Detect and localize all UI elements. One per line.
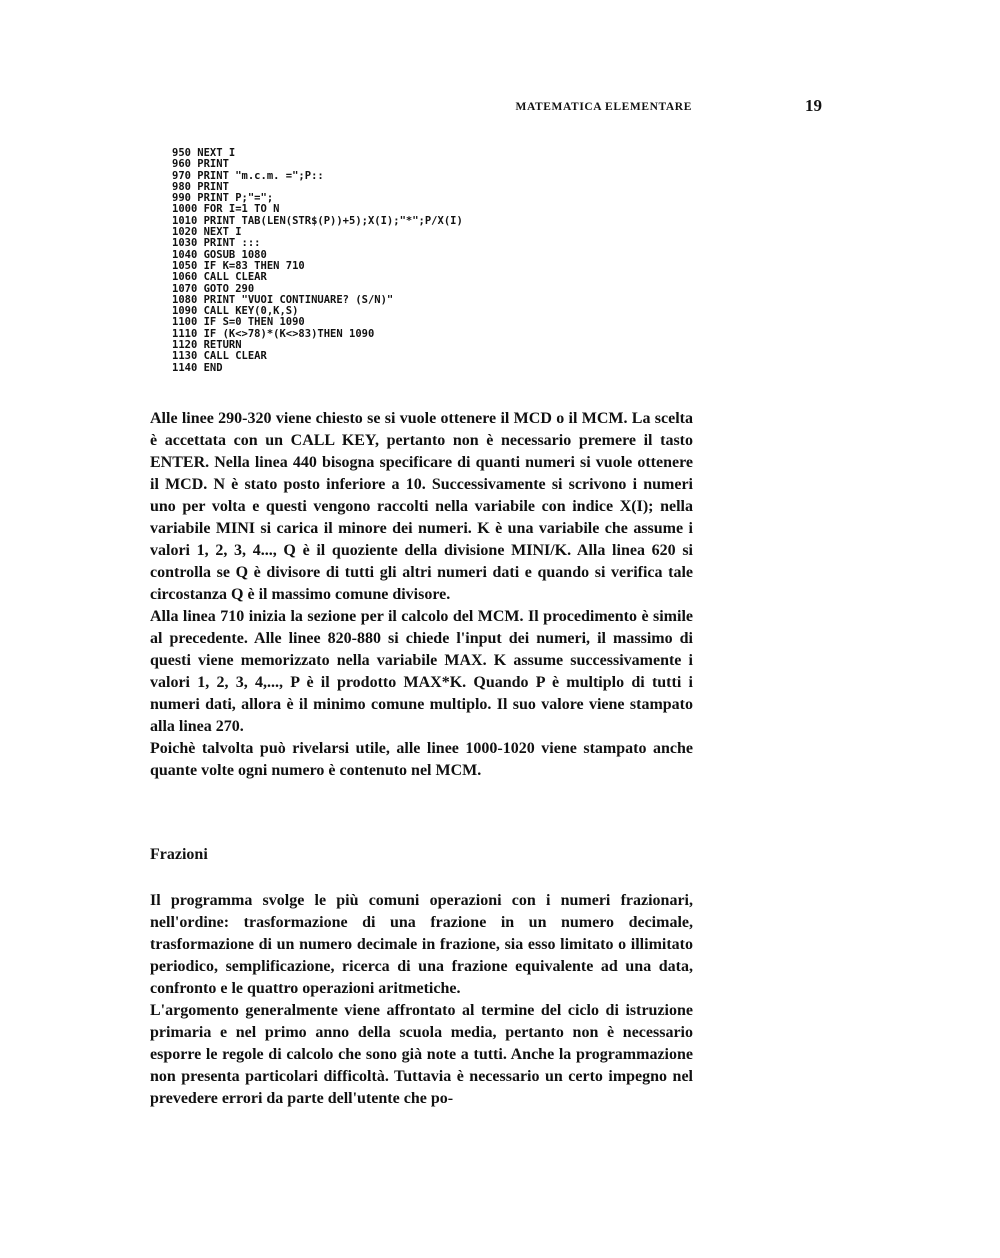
paragraph: L'argomento generalmente viene affrontato al termine del ciclo di istruzione primaria e nel primo anno della scuola media, pertanto non è necessario esporre le regole di calcolo che sono già note a tutti. Anche la programmazione non presenta particolari difficoltà. Tuttavia è necessario un certo impegno nel prevedere errori da parte dell'utente che po- [150, 1002, 693, 1107]
code-line: 1100 IF S=0 THEN 1090 [172, 316, 305, 329]
running-title: MATEMATICA ELEMENTARE [515, 101, 692, 113]
code-line: 1040 GOSUB 1080 [172, 248, 267, 261]
paragraph: Alle linee 290-320 viene chiesto se si vuole ottenere il MCD o il MCM. La scelta è accettata con un CALL KEY, pertanto non è necessario premere il tasto ENTER. Nella linea 440 bisogna specificare di quanti numeri si vuole ottenere il MCD. N è stato posto inferiore a 10. Successivamente si scrivono i numeri uno per volta e questi vengono raccolti nella variabile con indice X(I); nella variabile MINI si carica il minore dei numeri. K è una variabile che assume i valori 1, 2, 3, 4..., Q è il quoziente della divisione MINI/K. Alla linea 620 si controlla se Q è divisore di tutti gli altri numeri dati e quando si verifica tale circostanza Q è il massimo comune divisore. [150, 410, 693, 603]
code-line: 1050 IF K=83 THEN 710 [172, 259, 305, 272]
code-line: 1140 END [172, 361, 223, 374]
body-text-mcd-mcm [150, 408, 693, 782]
code-line: 1110 IF (K<>78)*(K<>83)THEN 1090 [172, 327, 375, 340]
code-line: 1020 NEXT I [172, 226, 242, 239]
code-line: 990 PRINT P;"="; [172, 192, 274, 205]
code-line: 1070 GOTO 290 [172, 282, 255, 295]
code-line: 970 PRINT "m.c.m. =";P:: [172, 169, 324, 182]
code-line: 950 NEXT I [172, 147, 236, 159]
code-line: 1000 FOR I=1 TO N [172, 203, 280, 216]
code-line: 1130 CALL CLEAR [172, 350, 267, 363]
code-line: 980 PRINT [172, 180, 229, 193]
code-line: 1030 PRINT ::: [172, 237, 261, 250]
paragraph: Poichè talvolta può rivelarsi utile, alle linee 1000-1020 viene stampato anche quante volte ogni numero è contenuto nel MCM. [150, 740, 693, 779]
code-line: 1060 CALL CLEAR [172, 271, 267, 284]
code-line: 960 PRINT [172, 158, 229, 171]
code-line: 1090 CALL KEY(0,K,S) [172, 305, 299, 318]
section-heading: Frazioni [150, 846, 208, 863]
page-number: 19 [805, 96, 822, 115]
body-text-frazioni [150, 890, 693, 1110]
paragraph: Alla linea 710 inizia la sezione per il calcolo del MCM. Il procedimento è simile al precedente. Alle linee 820-880 si chiede l'input dei numeri, il massimo di questi viene memorizzato nella variabile MAX. K assume successivamente i valori 1, 2, 3, 4,..., P è il prodotto MAX*K. Quando P è multiplo di tutti i numeri dati, allora è il minimo comune multiplo. Il suo valore viene stampato alla linea 270. [150, 608, 693, 735]
code-line: 1120 RETURN [172, 339, 242, 352]
code-line: 1080 PRINT "VUOI CONTINUARE? (S/N)" [172, 293, 394, 306]
paragraph: Il programma svolge le più comuni operazioni con i numeri frazionari, nell'ordine: trasformazione di una frazione in un numero decimale, trasformazione di un numero decimale in frazione, sia esso limitato o illimitato periodico, semplificazione, ricerca di una frazione equivalente ad una data, confronto e le quattro operazioni aritmetiche. [150, 892, 693, 997]
code-line: 1010 PRINT TAB(LEN(STR$(P))+5);X(I);"*";P/X(I) [172, 214, 463, 227]
basic-code-listing [172, 148, 692, 374]
page-header [150, 96, 840, 120]
